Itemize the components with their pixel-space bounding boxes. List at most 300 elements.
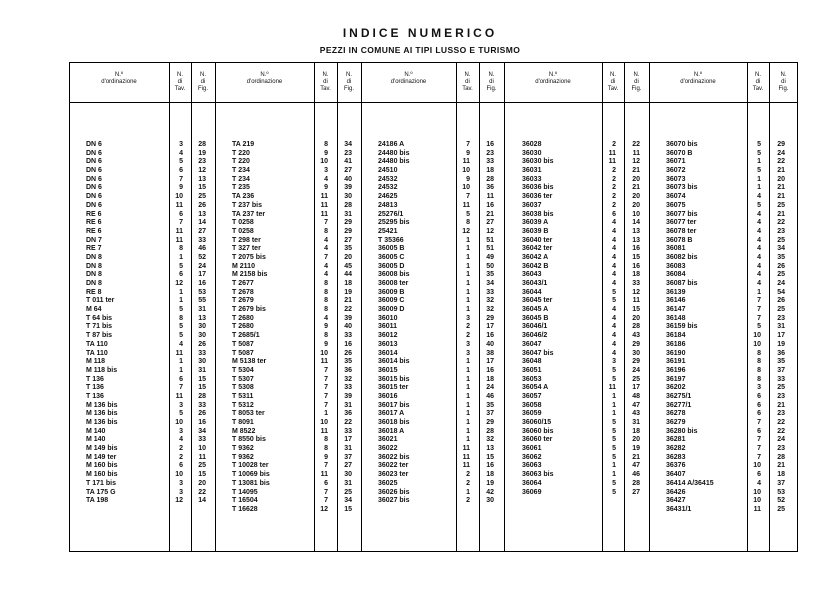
header-n-fig: N. di Fig. [631,72,642,92]
plate-number: 1 [466,419,470,426]
part-number: 36059 [522,410,542,418]
part-number: RE 6 [86,210,102,218]
part-number: DN 6 [86,141,102,148]
part-number: 36427 [666,497,686,505]
plate-number: 10 [175,471,183,479]
table-row [0,176,840,185]
plate-number: 1 [179,297,183,305]
part-number: 24813 [378,201,398,209]
plate-number: 5 [179,332,183,340]
part-number: T 298 ter [232,236,261,244]
part-number: 36075 [666,201,686,209]
plate-number: 4 [612,219,616,227]
plate-number: 2 [612,141,616,148]
plate-number: 11 [175,236,183,244]
part-number: 36073 [666,175,686,183]
part-number: 36060 bis [522,427,554,435]
part-number: 36058 [522,401,542,409]
figure-number: 31 [198,306,206,314]
figure-number: 36 [777,349,785,357]
figure-number: 28 [632,479,640,487]
part-number: 36005 D [378,262,405,270]
plate-number: 5 [612,445,616,453]
plate-number: 7 [324,366,328,374]
figure-number: 21 [777,462,785,470]
figure-number: 28 [486,175,494,183]
plate-number: 6 [757,392,761,400]
part-number: M 118 [86,358,106,366]
figure-number: 16 [344,340,352,348]
plate-number: 1 [179,288,183,296]
part-number: 36047 bis [522,349,554,357]
plate-number: 3 [757,384,761,392]
plate-number: 6 [757,471,761,479]
part-number: T 2677 [232,280,254,287]
plate-number: 7 [324,462,328,470]
plate-number: 1 [466,427,470,435]
figure-number: 27 [344,236,352,244]
figure-number: 15 [344,505,352,513]
part-number: T 13081 bis [232,479,270,487]
part-number: 36279 [666,419,686,426]
plate-number: 4 [757,219,761,227]
figure-number: 25 [777,505,785,513]
table-row [0,158,840,167]
plate-number: 7 [324,384,328,392]
part-number: 36414 A/36415 [666,479,714,487]
plate-number: 3 [612,358,616,366]
plate-number: 6 [757,427,761,435]
part-number: TA 110 [86,349,108,357]
part-number: M 2110 [232,262,255,270]
figure-number: 13 [198,210,206,218]
part-number: RE 7 [86,245,102,253]
plate-number: 4 [612,262,616,270]
plate-number: 10 [320,158,328,166]
figure-number: 37 [777,479,785,487]
plate-number: 6 [324,479,328,487]
figure-number: 16 [486,462,494,470]
figure-number: 16 [486,332,494,340]
part-number: T 16628 [232,505,258,513]
part-number: T 8053 ter [232,410,265,418]
figure-number: 13 [198,314,206,322]
part-number: T 10069 bis [232,471,270,479]
figure-number: 14 [632,219,640,227]
figure-number: 21 [777,167,785,175]
figure-number: 28 [486,427,494,435]
plate-number: 1 [612,401,616,409]
plate-number: 1 [179,253,183,261]
plate-number: 4 [324,262,328,270]
plate-number: 12 [175,280,183,287]
part-number: M 8522 [232,427,256,435]
figure-number: 28 [198,141,206,148]
figure-number: 19 [198,149,206,157]
part-number: 36070 B [666,149,693,157]
part-number: T 237 bis [232,201,262,209]
table-row [0,280,840,289]
part-number: DN 8 [86,253,102,261]
plate-number: 1 [757,158,761,166]
plate-number: 8 [324,332,328,340]
part-number: 36036 bis [522,184,554,192]
figure-number: 30 [344,471,352,479]
plate-number: 11 [608,149,616,157]
part-number: 36031 [522,167,542,175]
plate-number: 7 [324,392,328,400]
table-row [0,471,840,480]
table-row [0,150,840,159]
plate-number: 11 [462,453,470,461]
figure-number: 35 [486,401,494,409]
figure-number: 21 [777,401,785,409]
figure-number: 16 [632,262,640,270]
figure-number: 25 [777,236,785,244]
table-row [0,376,840,385]
part-number: T 16504 [232,497,258,505]
figure-number: 33 [486,158,494,166]
header-n-ordinazione: N.º d'ordinazione [101,72,137,85]
plate-number: 7 [324,219,328,227]
figure-number: 12 [486,227,494,235]
figure-number: 47 [632,462,640,470]
plate-number: 1 [466,358,470,366]
figure-number: 24 [486,384,494,392]
figure-number: 23 [777,410,785,418]
part-number: 36014 [378,349,398,357]
part-number: 36015 [378,366,398,374]
figure-number: 19 [344,288,352,296]
part-number: 36042 A [522,253,549,261]
plate-number: 8 [324,436,328,444]
part-number: 36038 bis [522,210,554,218]
part-number: 36005 B [378,245,405,253]
plate-number: 1 [612,410,616,418]
figure-number: 27 [344,462,352,470]
plate-number: 7 [324,488,328,496]
plate-number: 10 [462,184,470,192]
part-number: 36202 [666,384,686,392]
plate-number: 1 [466,253,470,261]
part-number: 36036 ter [522,193,553,201]
plate-number: 5 [757,149,761,157]
table-row [0,454,840,463]
plate-number: 1 [179,358,183,366]
plate-number: 4 [179,436,183,444]
figure-number: 45 [344,262,352,270]
part-number: 25421 [378,227,398,235]
figure-number: 15 [198,184,206,192]
table-row [0,202,840,211]
part-number: DN 8 [86,280,102,287]
plate-number: 10 [753,332,761,340]
part-number: T 5308 [232,384,254,392]
figure-number: 42 [486,488,494,496]
figure-number: 46 [486,392,494,400]
figure-number: 15 [198,384,206,392]
plate-number: 3 [179,488,183,496]
plate-number: 1 [466,245,470,253]
plate-number: 3 [466,349,470,357]
plate-number: 4 [612,340,616,348]
part-number: 24480 bis [378,149,410,157]
plate-number: 1 [466,392,470,400]
plate-number: 4 [612,245,616,253]
plate-number: 4 [757,262,761,270]
figure-number: 53 [198,288,206,296]
part-number: 36030 [522,149,542,157]
part-number: 36146 [666,297,686,305]
part-number: 36070 bis [666,141,698,148]
plate-number: 10 [320,419,328,426]
plate-number: 2 [466,479,470,487]
figure-number: 37 [777,366,785,374]
part-number: 36042 B [522,262,549,270]
figure-number: 13 [198,175,206,183]
part-number: TA 110 [86,340,108,348]
plate-number: 10 [753,462,761,470]
table-row [0,219,840,228]
part-number: 36016 [378,392,398,400]
plate-number: 10 [753,497,761,505]
part-number: DN 6 [86,167,102,175]
part-number: DN 8 [86,262,102,270]
table-row [0,271,840,280]
figure-number: 29 [632,358,640,366]
part-number: T 136 [86,384,104,392]
plate-number: 5 [612,479,616,487]
part-number: T 0258 [232,227,254,235]
part-number: T 220 [232,149,250,157]
plate-number: 5 [612,488,616,496]
plate-number: 5 [757,167,761,175]
part-number: 24625 [378,193,398,201]
plate-number: 1 [466,297,470,305]
part-number: 36078 B [666,236,693,244]
figure-number: 30 [486,497,494,505]
figure-number: 31 [344,479,352,487]
plate-number: 8 [179,314,183,322]
plate-number: 4 [612,306,616,314]
figure-number: 23 [777,314,785,322]
part-number: 36023 ter [378,471,409,479]
plate-number: 5 [179,158,183,166]
part-number: 36025 [378,479,398,487]
figure-number: 16 [198,280,206,287]
figure-number: 29 [486,314,494,322]
header-n-fig: N. di Fig. [778,72,789,92]
figure-number: 27 [632,488,640,496]
plate-number: 5 [612,297,616,305]
plate-number: 2 [179,453,183,461]
figure-number: 21 [344,297,352,305]
plate-number: 4 [612,280,616,287]
figure-number: 17 [486,358,494,366]
table-row [0,480,840,489]
table-row [0,462,840,471]
plate-number: 1 [466,366,470,374]
plate-number: 4 [757,193,761,201]
plate-number: 1 [466,262,470,270]
plate-number: 2 [612,175,616,183]
part-number: 36054 A [522,384,549,392]
figure-number: 19 [486,479,494,487]
part-number: RE 6 [86,227,102,235]
part-number: M 160 bis [86,471,118,479]
plate-number: 1 [612,462,616,470]
plate-number: 2 [612,184,616,192]
figure-number: 25 [344,488,352,496]
page-title: INDICE NUMERICO [342,26,498,40]
figure-number: 36 [344,366,352,374]
plate-number: 8 [757,358,761,366]
figure-number: 31 [632,419,640,426]
part-number: 36005 C [378,253,405,261]
part-number: 36431/1 [666,505,692,513]
part-number: T 327 ter [232,245,261,253]
figure-number: 22 [777,427,785,435]
part-number: 36013 [378,340,398,348]
part-number: T 0258 [232,219,254,227]
part-number: 36015 bis [378,375,410,383]
part-number: 24480 bis [378,158,410,166]
plate-number: 11 [462,462,470,470]
part-number: M 64 [86,306,102,314]
part-number: T 5087 [232,349,254,357]
plate-number: 12 [462,227,470,235]
figure-number: 15 [632,306,640,314]
part-number: T 2678 [232,288,254,296]
part-number: T 5312 [232,401,254,409]
part-number: TA 175 G [86,488,116,496]
figure-number: 29 [486,419,494,426]
figure-number: 22 [777,219,785,227]
part-number: DN 6 [86,149,102,157]
plate-number: 3 [179,479,183,487]
figure-number: 17 [777,332,785,340]
plate-number: 4 [757,227,761,235]
figure-number: 21 [777,184,785,192]
figure-number: 52 [777,497,785,505]
plate-number: 6 [612,210,616,218]
part-number: 36044 [522,288,542,296]
header-n-tav: N. di Tav. [174,72,186,92]
plate-number: 1 [466,306,470,314]
figure-number: 18 [632,427,640,435]
plate-number: 11 [320,471,328,479]
figure-number: 20 [632,193,640,201]
plate-number: 11 [753,505,761,513]
part-number: 36048 [522,358,542,366]
figure-number: 46 [632,471,640,479]
header-n-fig: N. di Fig. [486,72,497,92]
part-number: T 2679 bis [232,306,266,314]
part-number: 36084 [666,271,686,279]
figure-number: 30 [632,349,640,357]
plate-number: 12 [320,505,328,513]
figure-number: 12 [198,167,206,175]
plate-number: 7 [757,297,761,305]
figure-number: 34 [344,497,352,505]
figure-number: 33 [198,436,206,444]
part-number: 36060/15 [522,419,552,426]
part-number: M 149 ter [86,453,117,461]
figure-number: 18 [632,271,640,279]
part-number: T 71 bis [86,323,113,331]
part-number: 36064 [522,479,542,487]
plate-number: 3 [179,427,183,435]
figure-number: 33 [486,288,494,296]
part-number: 36283 [666,453,686,461]
part-number: T 5304 [232,366,254,374]
plate-number: 4 [324,245,328,253]
figure-number: 11 [486,193,494,201]
part-number: 24532 [378,175,398,183]
figure-number: 13 [632,227,640,235]
plate-number: 4 [179,149,183,157]
plate-number: 9 [324,149,328,157]
plate-number: 2 [466,497,470,505]
part-number: DN 6 [86,193,102,201]
plate-number: 4 [612,332,616,340]
figure-number: 43 [632,332,640,340]
part-number: 36039 B [522,227,549,235]
figure-number: 14 [198,497,206,505]
figure-number: 11 [198,453,206,461]
figure-number: 24 [777,436,785,444]
plate-number: 11 [608,384,616,392]
plate-number: 1 [612,471,616,479]
figure-number: 34 [777,245,785,253]
table-row [0,402,840,411]
part-number: 36061 [522,445,542,453]
figure-number: 32 [486,436,494,444]
figure-number: 35 [344,245,352,253]
table-row [0,289,840,298]
part-number: T 87 bis [86,332,113,340]
figure-number: 29 [344,219,352,227]
plate-number: 4 [324,314,328,322]
figure-number: 31 [344,401,352,409]
part-number: DN 6 [86,175,102,183]
figure-number: 36 [486,184,494,192]
plate-number: 6 [179,462,183,470]
figure-number: 21 [486,210,494,218]
figure-number: 20 [344,253,352,261]
table-row [0,315,840,324]
figure-number: 51 [486,245,494,253]
part-number: T 2679 [232,297,254,305]
part-number: 36017 bis [378,401,410,409]
plate-number: 8 [757,366,761,374]
part-number: M 136 bis [86,401,118,409]
plate-number: 1 [466,236,470,244]
figure-number: 32 [344,375,352,383]
table-row [0,497,840,506]
figure-number: 49 [486,253,494,261]
plate-number: 1 [466,271,470,279]
plate-number: 8 [757,375,761,383]
table-row [0,332,840,341]
part-number: 36012 [378,332,398,340]
part-number: 36046/1 [522,323,548,331]
part-number: 36045 ter [522,297,553,305]
part-number: T 136 [86,392,104,400]
plate-number: 11 [175,392,183,400]
figure-number: 18 [486,471,494,479]
plate-number: 4 [324,271,328,279]
